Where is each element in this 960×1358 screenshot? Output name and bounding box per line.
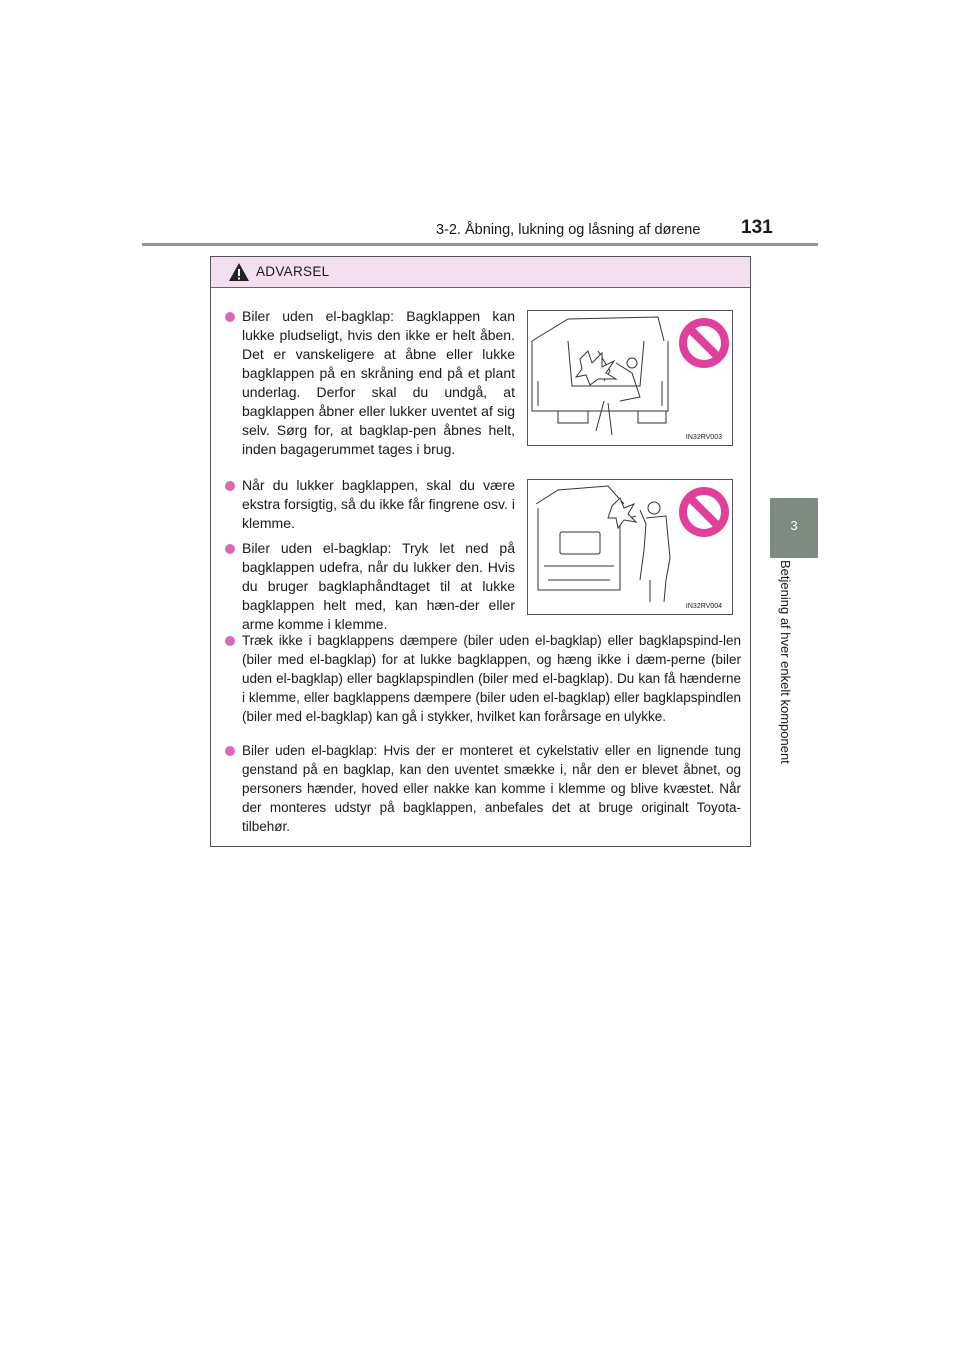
chapter-tab bbox=[770, 498, 818, 558]
bullet-text: Træk ikke i bagklappens dæmpere (biler uden el-bagklap) eller bagklapspind-len (biler med el-bagklap) for at lukke bagklappen, og hæng ikke i dæm-perne (biler uden el-bagklap) eller bagklapspindlen (biler med el-bagklap). Du kan få hænderne i klemme, eller bagklappens dæmpere (biler uden el-bagklap) eller bagklapspindlen (biler med el-bagklap) kan gå i stykker, hvilket kan forårsage en ulykke. bbox=[242, 633, 741, 724]
prohibition-icon bbox=[683, 491, 725, 533]
bullet-dot bbox=[225, 544, 235, 554]
figure-code: IN32RV004 bbox=[685, 603, 722, 610]
figure-tailgate-hand bbox=[527, 479, 733, 615]
bullet-dot bbox=[225, 481, 235, 491]
bullet-text: Biler uden el-bagklap: Tryk let ned på bagklappen udefra, når du lukker den. Hvis du bruger bagklaphåndtaget til at lukke bagklappen helt med, kan hæn-der eller arme komme i klemme. bbox=[242, 540, 515, 632]
bullet-text: Når du lukker bagklappen, skal du være ekstra forsigtig, så du ikke får fingrene osv. i klemme. bbox=[242, 477, 515, 531]
warning-bullet bbox=[225, 631, 741, 726]
warning-bullet bbox=[225, 307, 515, 459]
bullet-text: Biler uden el-bagklap: Hvis der er monteret et cykelstativ eller en lignende tung genstand på en bagklap, kan den uventet smække i, når den er blevet åbnet, og personers hænder, hoved eller nakke kan komme i klemme og blive kvæstet. Når der monteres udstyr på bagklappen, anbefales det at bruge originalt Toyota-tilbehør. bbox=[242, 743, 741, 834]
page-header bbox=[0, 0, 960, 250]
tailgate-closing-illustration bbox=[528, 311, 732, 445]
tailgate-hand-illustration bbox=[528, 480, 732, 614]
page-number: 131 bbox=[741, 217, 773, 238]
prohibition-icon bbox=[683, 322, 725, 364]
warning-bullet bbox=[225, 539, 515, 634]
section-title: 3-2. Åbning, lukning og låsning af dørene bbox=[436, 222, 701, 238]
bullet-dot bbox=[225, 746, 235, 756]
figure-code: IN32RV003 bbox=[685, 434, 722, 441]
warning-bullet bbox=[225, 476, 515, 533]
chapter-number: 3 bbox=[790, 518, 798, 533]
bullet-dot bbox=[225, 636, 235, 646]
warning-bullet bbox=[225, 741, 741, 836]
warning-header bbox=[211, 257, 750, 288]
warning-title: ADVARSEL bbox=[256, 264, 330, 279]
header-rule bbox=[142, 243, 818, 246]
warning-triangle-icon bbox=[228, 262, 250, 282]
chapter-label: Betjening af hver enkelt komponent bbox=[778, 560, 793, 764]
bullet-text: Biler uden el-bagklap: Bagklappen kan lukke pludseligt, hvis den ikke er helt åben. Det er vanskeligere at åbne eller lukke bagklappen på en skråning end på et plant underlag. Derfor skal du undgå, at bagklappen åbner eller lukker uventet af sig selv. Sørg for, at bagklap-pen åbnes helt, inden bagagerummet tages i brug. bbox=[242, 308, 515, 457]
figure-tailgate-closing bbox=[527, 310, 733, 446]
bullet-dot bbox=[225, 312, 235, 322]
warning-box bbox=[210, 256, 751, 847]
